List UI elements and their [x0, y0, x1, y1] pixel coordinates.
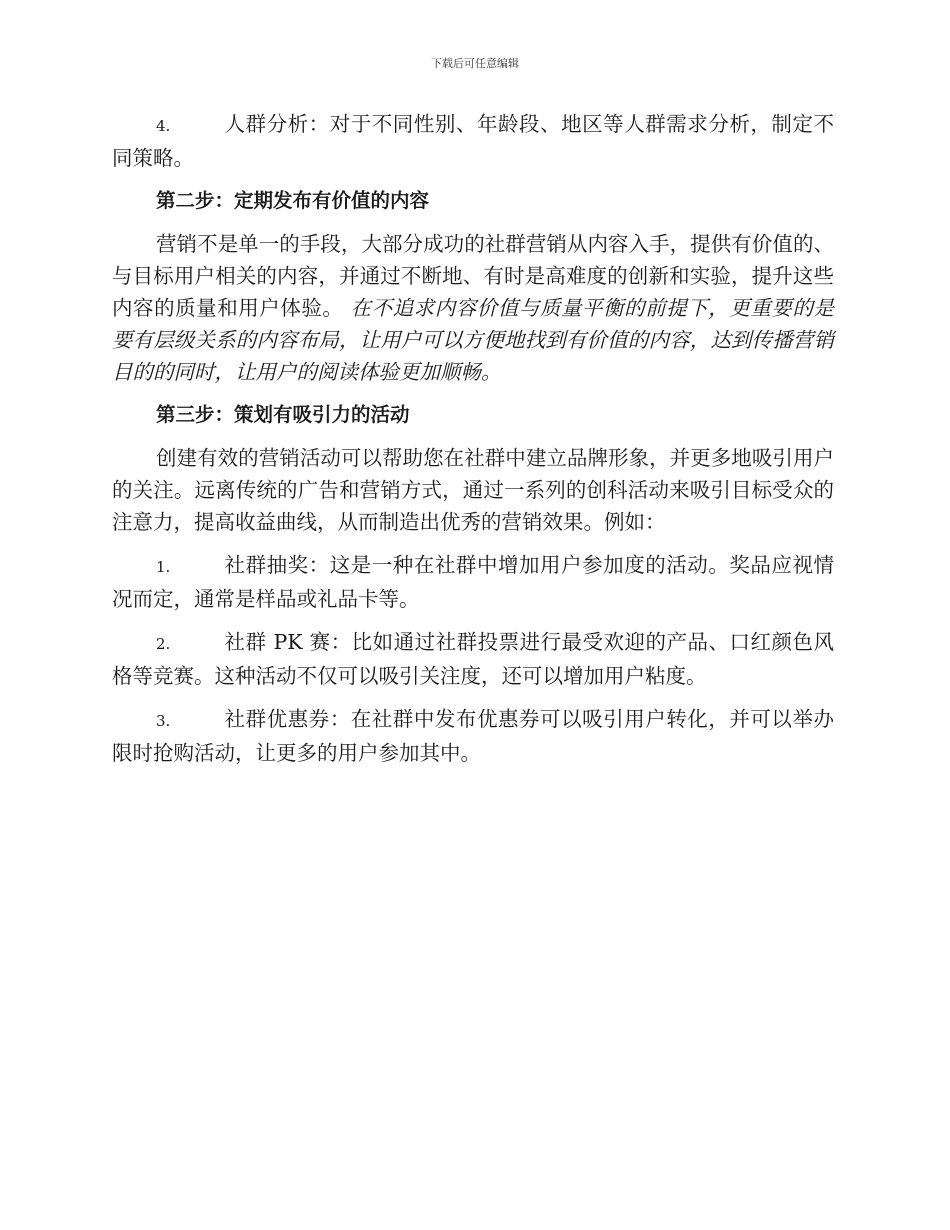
section-heading-step3: 第三步：策划有吸引力的活动	[156, 403, 410, 426]
list-text: 社群 PK 赛：比如通过社群投票进行最受欢迎的产品、口红颜色风格等竞赛。这种活动不仅可以吸引关注度，还可以增加用户粘度。	[112, 630, 834, 688]
page-header: 下载后可任意编辑	[431, 57, 519, 70]
list-item-3	[112, 703, 834, 769]
list-item-1	[112, 549, 834, 615]
list-number: 2.	[156, 635, 171, 653]
paragraph-step2	[112, 228, 834, 388]
paragraph-text: 营销不是单一的手段，大部分成功的社群营销从内容入手，提供有价值的、与目标用户相关的内容，并通过不断地、有时是高难度的创新和实验，提升这些内容的质量和用户体验。	[112, 232, 834, 320]
list-text: 人群分析：对于不同性别、年龄段、地区等人群需求分析，制定不同策略。	[112, 112, 834, 170]
list-number: 4.	[156, 117, 171, 135]
document-body	[112, 108, 834, 780]
section-heading-step2: 第二步：定期发布有价值的内容	[156, 189, 430, 212]
list-text: 社群优惠券：在社群中发布优惠券可以吸引用户转化，并可以举办限时抢购活动，让更多的用户参加其中。	[112, 707, 834, 765]
paragraph-step3: 创建有效的营销活动可以帮助您在社群中建立品牌形象，并更多地吸引用户的关注。远离传统的广告和营销方式，通过一系列的创科活动来吸引目标受众的注意力，提高收益曲线，从而制造出优秀的营销效果。例如：	[112, 446, 834, 534]
list-item-4	[112, 108, 834, 174]
list-text: 社群抽奖：这是一种在社群中增加用户参加度的活动。奖品应视情况而定，通常是样品或礼品卡等。	[112, 553, 834, 611]
paragraph-italic-text: 在不追求内容价值与质量平衡的前提下，更重要的是要有层级关系的内容布局，让用户可以方便地找到有价值的内容，达到传播营销目的的同时，让用户的阅读体验更加顺畅。	[112, 296, 834, 384]
list-number: 3.	[156, 712, 171, 730]
list-number: 1.	[156, 558, 171, 576]
list-item-2	[112, 626, 834, 692]
